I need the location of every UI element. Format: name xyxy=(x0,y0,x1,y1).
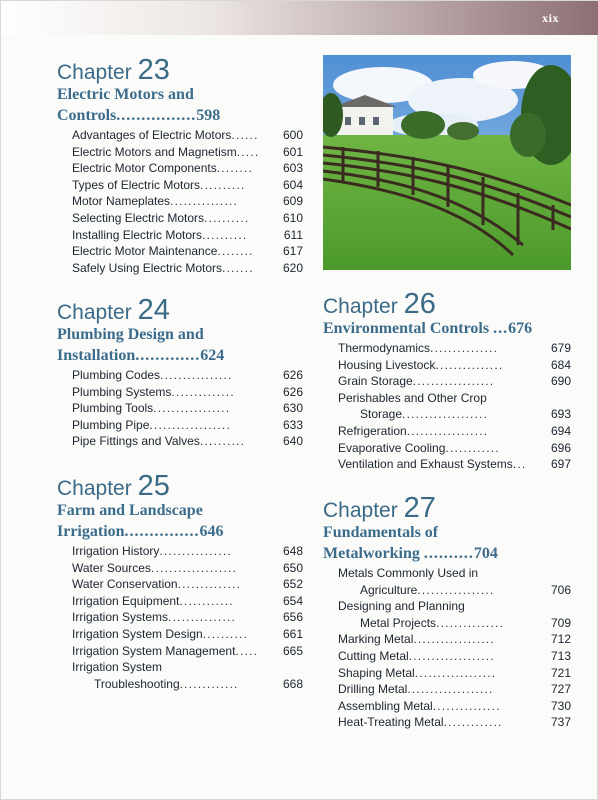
leader-dots: ............. xyxy=(135,347,201,364)
leader-dots: .................. xyxy=(406,423,489,438)
toc-entry xyxy=(72,144,303,161)
toc-entry-wrapped xyxy=(338,390,571,407)
leader-dots: ................. xyxy=(417,582,495,597)
entry-label: Storage xyxy=(360,407,403,422)
entry-label: Water Conservation xyxy=(72,577,178,592)
toc-entry xyxy=(72,417,303,434)
toc-entry-wrapped-cont xyxy=(338,406,571,423)
leader-dots: ...... xyxy=(231,128,259,142)
chapter-word: Chapter xyxy=(323,499,398,522)
entry-label: Plumbing Pipe xyxy=(72,417,150,432)
leader-dots: ............... xyxy=(436,615,505,630)
chapter-heading xyxy=(323,492,571,524)
entry-page: 690 xyxy=(550,374,571,389)
leader-dots: .................. xyxy=(414,665,497,680)
chapter-title-line2 xyxy=(57,105,303,126)
entry-page: 640 xyxy=(282,434,303,449)
entry-page: 696 xyxy=(550,440,571,455)
entry-list xyxy=(72,543,303,659)
entry-label: Electric Motor Components xyxy=(72,161,217,176)
toc-entry xyxy=(338,681,571,698)
entry-page: 600 xyxy=(282,128,303,142)
leader-dots: ............... xyxy=(435,357,504,372)
farm-fence-photo xyxy=(323,55,571,270)
entry-label: Electric Motor Maintenance xyxy=(72,244,218,259)
leader-dots: .......... xyxy=(204,210,250,225)
entry-label: Plumbing Codes xyxy=(72,368,161,382)
toc-entry xyxy=(338,373,571,390)
entry-label: Water Sources xyxy=(72,560,151,575)
chapter-number: 24 xyxy=(137,294,170,326)
entry-page: 617 xyxy=(282,244,303,259)
entry-label: Plumbing Systems xyxy=(72,384,172,399)
entry-label: Heat-Treating Metal xyxy=(338,715,444,730)
entry-label: Agriculture xyxy=(360,582,418,597)
chapter-word: Chapter xyxy=(57,61,132,84)
leader-dots: ............... xyxy=(170,194,239,209)
chapter-number: 25 xyxy=(137,470,170,502)
entry-label: Electric Motors and Magnetism xyxy=(72,144,237,159)
entry-label: Irrigation System xyxy=(72,660,163,675)
toc-entry xyxy=(72,243,303,260)
leader-dots: .......... xyxy=(423,545,474,562)
entry-page: 611 xyxy=(283,227,303,242)
entry-label: Motor Nameplates xyxy=(72,194,171,209)
toc-entries xyxy=(57,127,303,276)
leader-dots: ................ xyxy=(160,368,233,382)
entry-page: 652 xyxy=(282,577,303,592)
leader-dots: ... xyxy=(512,457,527,472)
entry-page: 694 xyxy=(550,423,571,438)
chapter-title-text: Installation xyxy=(57,347,136,364)
leader-dots: ............... xyxy=(168,610,237,625)
leader-dots: ................... xyxy=(408,648,495,663)
leader-dots: .................. xyxy=(412,374,495,389)
toc-entry xyxy=(72,643,303,660)
toc-entry xyxy=(338,648,571,665)
chapter-word: Chapter xyxy=(57,477,132,500)
entry-page: 656 xyxy=(282,610,303,625)
toc-entry xyxy=(72,260,303,277)
chapter-number: 23 xyxy=(137,54,170,86)
leader-dots: ................ xyxy=(116,107,197,124)
toc-entry xyxy=(72,576,303,593)
leader-dots: ............... xyxy=(430,341,499,355)
chapter-heading xyxy=(57,470,303,502)
toc-entry xyxy=(72,384,303,401)
entry-page: 604 xyxy=(282,177,303,192)
toc-entry xyxy=(72,160,303,177)
entry-page: 603 xyxy=(282,161,303,176)
entry-page: 730 xyxy=(550,698,571,713)
entry-list xyxy=(338,423,571,473)
entry-label: Marking Metal xyxy=(338,632,414,647)
leader-dots: .................. xyxy=(149,417,232,432)
leader-dots: ............. xyxy=(443,715,503,730)
chapter-title-text: Metalworking xyxy=(323,545,420,562)
leader-dots: ................... xyxy=(150,560,238,575)
entry-page: 693 xyxy=(550,407,571,422)
entry-label: Irrigation System Management xyxy=(72,643,236,658)
toc-entry xyxy=(72,400,303,417)
chapter-title-line2 xyxy=(323,543,571,564)
entry-page: 661 xyxy=(282,626,303,641)
leader-dots: .......... xyxy=(199,434,246,449)
entry-label: Grain Storage xyxy=(338,374,413,389)
leader-dots: .......... xyxy=(202,626,249,641)
entry-label: Evaporative Cooling xyxy=(338,440,446,455)
chapter-26 xyxy=(323,288,571,473)
page-number: xix xyxy=(542,11,559,25)
toc-entry-wrapped-cont xyxy=(72,676,303,693)
chapter-24 xyxy=(57,294,303,450)
entry-label: Safely Using Electric Motors xyxy=(72,260,223,275)
leader-dots: .............. xyxy=(177,577,242,592)
leader-dots: ............ xyxy=(179,593,234,608)
chapter-heading xyxy=(57,294,303,326)
toc-entry xyxy=(72,433,303,450)
chapter-heading xyxy=(323,288,571,320)
chapter-title-line1: Plumbing Design and xyxy=(57,326,204,343)
chapter-25 xyxy=(57,470,303,692)
leader-dots: ............ xyxy=(445,440,500,455)
entry-label: Plumbing Tools xyxy=(72,401,154,416)
toc-entry xyxy=(338,340,571,357)
entry-label: Irrigation System Design xyxy=(72,626,203,641)
entry-list xyxy=(338,631,571,731)
toc-entry xyxy=(72,626,303,643)
toc-entries xyxy=(323,340,571,473)
leader-dots: ................... xyxy=(407,682,494,697)
toc-entries xyxy=(57,543,303,692)
leader-dots: ..... xyxy=(236,144,260,159)
leader-dots: ................ xyxy=(159,544,232,558)
leader-dots: ........ xyxy=(216,161,254,176)
entry-list xyxy=(338,340,571,390)
entry-label: Housing Livestock xyxy=(338,357,436,372)
entry-label: Ventilation and Exhaust Systems xyxy=(338,457,513,472)
chapter-page: 676 xyxy=(508,320,533,337)
chapter-page: 704 xyxy=(473,545,498,562)
entry-label: Irrigation History xyxy=(72,544,160,558)
entry-page: 633 xyxy=(282,417,303,432)
entry-label: Shaping Metal xyxy=(338,665,415,680)
header-bar xyxy=(1,1,598,35)
entry-page: 650 xyxy=(282,560,303,575)
chapter-title-line1: Electric Motors and xyxy=(57,86,194,103)
toc-entry xyxy=(72,227,303,244)
toc-entry xyxy=(72,210,303,227)
entry-page: 713 xyxy=(550,648,571,663)
leader-dots: ..... xyxy=(235,643,259,658)
entry-page: 654 xyxy=(282,593,303,608)
toc-entry xyxy=(338,631,571,648)
entry-label: Irrigation Systems xyxy=(72,610,169,625)
chapter-word: Chapter xyxy=(57,301,132,324)
entry-page: 626 xyxy=(282,384,303,399)
leader-dots: ....... xyxy=(222,260,254,275)
toc-entry xyxy=(72,367,303,384)
entry-page: 668 xyxy=(282,676,303,691)
leader-dots: .......... xyxy=(200,177,246,192)
toc-entries xyxy=(57,367,303,450)
photo-illustration xyxy=(323,55,571,270)
toc-entry xyxy=(72,127,303,144)
entry-label: Metals Commonly Used in xyxy=(338,566,479,580)
chapter-heading xyxy=(57,54,303,86)
chapter-title-text: Environmental Controls xyxy=(323,320,490,337)
chapter-title-line2 xyxy=(57,521,303,542)
chapter-number: 26 xyxy=(403,288,436,320)
leader-dots: ............. xyxy=(179,676,239,691)
entry-page: 601 xyxy=(282,144,303,159)
leader-dots: ................. xyxy=(153,401,231,416)
chapter-page: 646 xyxy=(199,523,224,540)
entry-page: 620 xyxy=(282,260,303,275)
chapter-title-line1: Farm and Landscape xyxy=(57,502,203,519)
toc-entry-wrapped-cont xyxy=(338,615,571,632)
chapter-title-text: Controls xyxy=(57,107,117,124)
entry-page: 626 xyxy=(282,368,303,382)
toc-entry xyxy=(72,560,303,577)
chapter-page: 624 xyxy=(200,347,225,364)
entry-page: 609 xyxy=(282,194,303,209)
leader-dots: .................. xyxy=(413,632,495,647)
toc-entry xyxy=(338,665,571,682)
toc-entry-wrapped-cont xyxy=(338,582,571,599)
entry-label: Irrigation Equipment xyxy=(72,593,180,608)
entry-page: 697 xyxy=(550,457,571,472)
chapter-word: Chapter xyxy=(323,295,398,318)
entry-label: Troubleshooting xyxy=(94,676,180,691)
toc-entry xyxy=(72,543,303,560)
toc-entry xyxy=(72,609,303,626)
chapter-title-text: Irrigation xyxy=(57,523,125,540)
entry-label: Types of Electric Motors xyxy=(72,177,201,192)
entry-label: Thermodynamics xyxy=(338,341,431,355)
chapter-title-line1: Fundamentals of xyxy=(323,524,439,541)
leader-dots: ........ xyxy=(217,244,254,259)
entry-label: Metal Projects xyxy=(360,615,437,630)
toc-entry xyxy=(338,440,571,457)
entry-page: 630 xyxy=(282,401,303,416)
entry-page: 610 xyxy=(282,210,303,225)
entry-page: 709 xyxy=(550,615,571,630)
chapter-27 xyxy=(323,492,571,731)
chapter-number: 27 xyxy=(403,492,436,524)
entry-label: Assembling Metal xyxy=(338,698,433,713)
entry-page: 665 xyxy=(282,643,303,658)
leader-dots: ............... xyxy=(432,698,501,713)
entry-label: Designing and Planning xyxy=(338,599,465,614)
entry-page: 679 xyxy=(550,341,571,355)
entry-label: Perishables and Other Crop xyxy=(338,390,487,405)
toc-entry xyxy=(338,423,571,440)
toc-entry xyxy=(338,357,571,374)
toc-entry xyxy=(72,593,303,610)
toc-entry xyxy=(338,714,571,731)
toc-entry xyxy=(72,177,303,194)
entry-label: Installing Electric Motors xyxy=(72,227,203,242)
leader-dots: ................... xyxy=(402,407,489,422)
entry-page: 648 xyxy=(282,544,303,558)
entry-label: Drilling Metal xyxy=(338,682,408,697)
chapter-title-line1 xyxy=(323,318,571,339)
entry-page: 727 xyxy=(550,682,571,697)
chapter-title-line2 xyxy=(57,345,303,366)
chapter-23 xyxy=(57,54,303,276)
toc-entries xyxy=(323,565,571,731)
entry-page: 684 xyxy=(550,357,571,372)
leader-dots: ............... xyxy=(124,523,200,540)
leader-dots: .......... xyxy=(202,227,248,242)
entry-label: Refrigeration xyxy=(338,423,407,438)
entry-page: 712 xyxy=(550,632,571,647)
toc-entry xyxy=(338,456,571,473)
toc-entry xyxy=(338,698,571,715)
entry-label: Advantages of Electric Motors xyxy=(72,128,232,142)
entry-page: 706 xyxy=(550,582,571,597)
entry-page: 721 xyxy=(550,665,571,680)
leader-dots: ... xyxy=(493,320,509,337)
leader-dots: .............. xyxy=(171,384,235,399)
entry-page: 737 xyxy=(550,715,571,730)
entry-label: Cutting Metal xyxy=(338,648,409,663)
toc-entry-wrapped xyxy=(72,659,303,676)
chapter-page: 598 xyxy=(196,107,221,124)
toc-entry-wrapped xyxy=(338,565,571,582)
toc-entry xyxy=(72,193,303,210)
toc-entry-wrapped xyxy=(338,598,571,615)
entry-label: Pipe Fittings and Valves xyxy=(72,434,200,449)
entry-label: Selecting Electric Motors xyxy=(72,210,205,225)
